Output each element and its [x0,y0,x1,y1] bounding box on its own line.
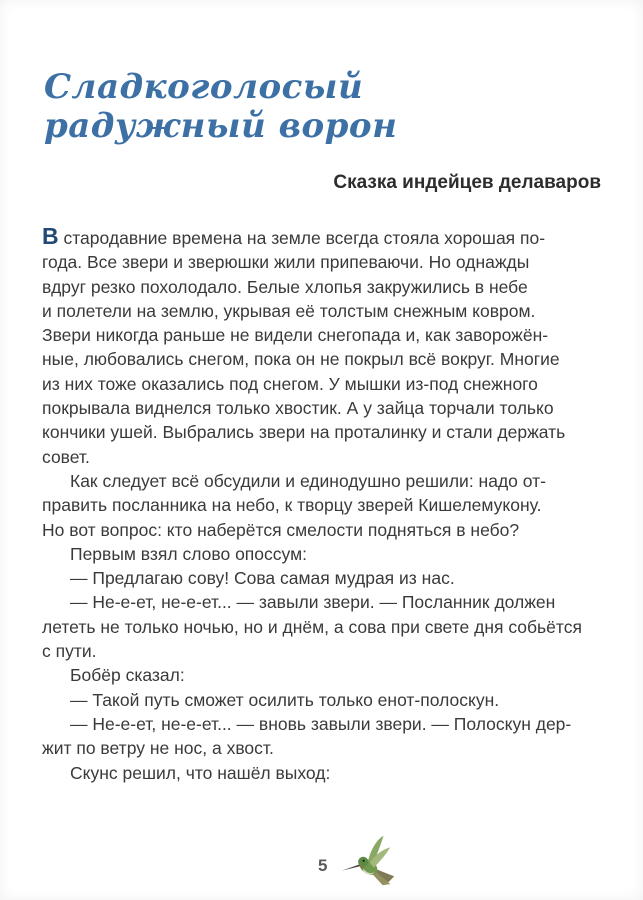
story-body [42,224,604,785]
text-line: Но вот вопрос: кто наберётся смелости подняться в небо? [42,519,520,540]
story-subtitle: Сказка индейцев делаваров [333,172,601,193]
paragraph [42,542,604,566]
paragraph [42,712,604,761]
page-title [44,68,397,147]
title-line-2: радужный ворон [44,106,398,147]
text-line: из них тоже оказались под снегом. У мышки из-под снежного [42,373,538,394]
text-line: Звери никогда раньше не видели снегопада и, как заворожён- [42,325,549,346]
text-line: жит по ветру не нос, а хвост. [42,738,274,759]
text-line: покрывала виднелся только хвостик. А у зайца торчали только [42,398,554,419]
text-line: года. Все звери и зверюшки жили припеваючи. Но однажды [42,252,530,273]
text-line: Бобёр сказал: [70,665,185,686]
text-line: Первым взял слово опоссум: [70,543,307,564]
paragraph [42,663,604,687]
page-number: 5 [318,856,328,875]
text-line: ные, любовались снегом, пока он не покрыл всё вокруг. Многие [42,349,560,370]
paragraph [42,224,604,469]
paragraph [42,761,604,785]
text-line: править посланника на небо, к творцу зверей Кишелемукону. [42,495,542,516]
text-line: Как следует всё обсудили и единодушно решили: надо от- [70,470,546,491]
text-line: Скунс решил, что нашёл выход: [70,762,331,783]
text-line: — Не-е-ет, не-е-ет... — вновь завыли звери. — Полоскун дер- [70,713,572,734]
text-line: — Такой путь сможет осилить только енот-полоскун. [70,689,500,710]
text-line: — Не-е-ет, не-е-ет... — завыли звери. — Посланник должен [70,592,556,613]
paragraph [42,590,604,663]
hummingbird-icon [338,826,400,888]
text-line: совет. [42,446,90,467]
text-line: лететь не только ночью, но и днём, а сова при свете дня собьётся [42,616,582,637]
drop-cap: В [42,223,59,249]
text-line: В стародавние времена на земле всегда стояла хорошая по- [42,223,546,249]
paragraph [42,469,604,542]
paragraph [42,566,604,590]
text-line: кончики ушей. Выбрались звери на проталинку и стали держать [42,422,566,443]
text-line: с пути. [42,641,97,662]
paragraph [42,688,604,712]
text-line: вдруг резко похолодало. Белые хлопья закружились в небе [42,276,528,297]
text-line: и полетели на землю, укрывая её толстым снежным ковром. [42,300,536,321]
title-line-1: Сладкоголосый [44,67,364,107]
text-line: — Предлагаю сову! Сова самая мудрая из нас. [70,568,455,589]
